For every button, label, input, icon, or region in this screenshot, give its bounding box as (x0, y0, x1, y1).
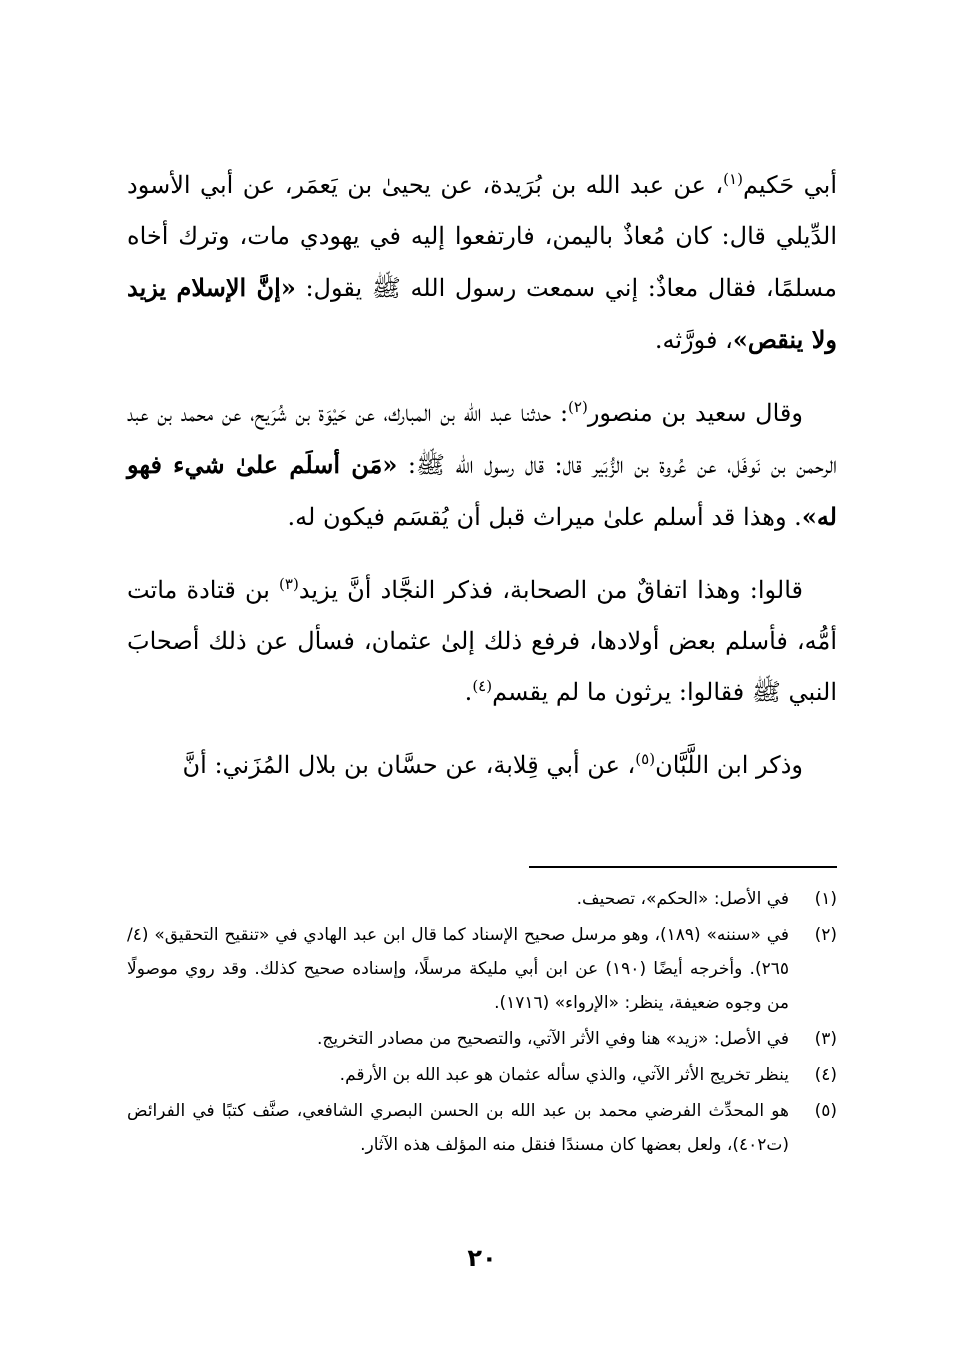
footnote-ref-2: (٢) (568, 398, 588, 416)
paragraph-1-text-a: أبي حَكيم (742, 171, 837, 199)
footnote-number: (٣) (814, 1029, 837, 1049)
footnote-2 (127, 918, 837, 1020)
paragraph-3-text-b: بن قتادة ماتت أمُّه، فأسلم بعض أولادها، فرفع ذلك إلىٰ عثمان، فسأل عن ذلك أصحابَ النبي ﷺ فقالوا: يرثون ما لم يقسم (127, 576, 837, 706)
footnote-text: ينظر تخريج الأثر الآتي، والذي سأله عثمان هو عبد الله بن الأرقم. (339, 1065, 789, 1085)
footnotes (127, 882, 837, 1164)
footnote-3 (127, 1022, 837, 1056)
paragraph-3-text-a: قالوا: وهذا اتفاقٌ من الصحابة، فذكر النجَّاد أنَّ يزيد (298, 576, 803, 604)
footnote-text: في «سننه» (١٨٩)، وهو مرسل صحيح الإسناد كما قال ابن عبد الهادي في «تنقيح التحقيق» (٤/ ٢٦٥). وأخرجه أيضًا (١٩٠) عن ابن أبي مليكة مرسلًا، وإسناده صحيح كذلك. وقد روي موصولًا من وجوه ضعيفة، ينظر: «الإرواء» (١٧١٦). (127, 925, 790, 1013)
footnote-ref-1: (١) (723, 170, 743, 188)
paragraph-3-text-c: . (464, 678, 473, 706)
paragraph-4 (127, 740, 837, 791)
footnote-number: (١) (814, 889, 837, 909)
footnote-separator (529, 866, 837, 868)
paragraph-2-text-c: . وهذا قد أسلم علىٰ ميراث قبل أن يُقسَم فيكون له. (287, 503, 802, 531)
footnote-text: هو المحدِّث الفرضي محمد بن عبد الله بن الحسن البصري الشافعي، صنَّف كتبًا في الفرائض (ت٤٠٢)، ولعل بعضها كان مسندًا فنقل منه المؤلف هذه الآثار. (127, 1101, 789, 1155)
footnote-number: (٤) (814, 1065, 837, 1085)
page-number: ٢٠ (467, 1244, 497, 1272)
footnote-4 (127, 1058, 837, 1092)
footnote-5 (127, 1094, 837, 1162)
paragraph-1-text-b: ، عن عبد الله بن بُرَيدة، عن يحيىٰ بن يَعمَر، عن أبي الأسود الدِّيلي قال: كان مُعاذٌ باليمن، فارتفعوا إليه في يهودي مات، وترك أخاه مسلمًا، فقال معاذٌ: إني سمعت رسول الله ﷺ يقول: (127, 171, 837, 302)
paragraph-1 (127, 160, 837, 366)
paragraph-2-text-a: وقال سعيد بن منصور (587, 399, 803, 427)
footnote-text: في الأصل: «الحكم»، تصحيف. (576, 889, 789, 909)
paragraph-3 (127, 565, 837, 718)
footnote-text: في الأصل: «زيد» هنا وفي الأثر الآتي، والتصحيح من مصادر التخريج. (317, 1029, 789, 1049)
footnote-number: (٢) (814, 925, 837, 945)
main-text (127, 160, 837, 813)
footnote-ref-4: (٤) (472, 677, 493, 695)
hadith-quote-1: «إنَّ الإسلام يزيد ولا ينقص» (127, 273, 837, 354)
footnote-1 (127, 882, 837, 916)
footnote-ref-5: (٥) (635, 750, 656, 768)
paragraph-2-text-b: : حدثنا عبد الله بن المبارك، عن حَيْوَة بن شُرَيح، عن محمد بن عبد الرحمن بن نَوفَل، عن عُروة بن الزُّبَير قال: قال رسول الله ﷺ: (127, 399, 837, 479)
footnote-ref-3: (٣) (279, 575, 299, 593)
paragraph-2 (127, 388, 837, 543)
hadith-quote-2: «مَن أسلَم علىٰ شيء فهو له» (127, 450, 837, 531)
paragraph-4-text-b: ، عن أبي قِلابة، عن حسَّان بن بلال المُزَني: أنَّ (182, 751, 636, 779)
paragraph-4-text-a: وذكر ابن اللَّبَّان (655, 751, 803, 779)
footnote-number: (٥) (814, 1101, 837, 1121)
paragraph-1-text-c: ، فورَّثه. (654, 326, 733, 354)
